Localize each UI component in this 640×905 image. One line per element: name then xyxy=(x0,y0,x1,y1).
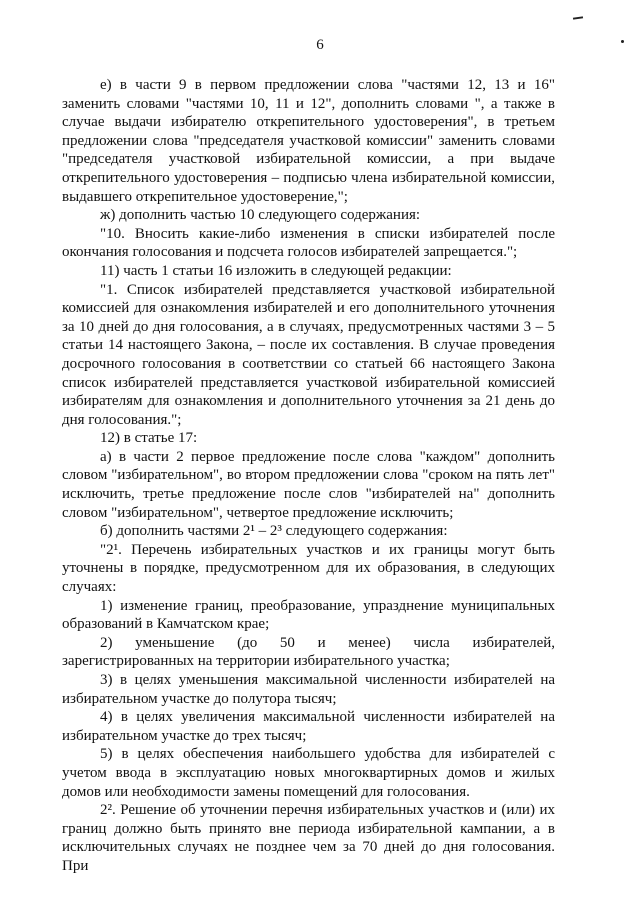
list-item-2: 2) уменьшение (до 50 и менее) числа избирателей, зарегистрированных на территории избирательного участка; xyxy=(62,634,555,670)
paragraph-part-2-2: 2². Решение об уточнении перечня избирательных участков и (или) их границ должно быть принято вне периода избирательной кампании, а в исключительных случаях не позднее чем за 70 дней до дня голосования. При xyxy=(62,802,555,874)
paragraph-a: а) в части 2 первое предложение после слова "каждом" дополнить словом "избирательном", во втором предложении слова "сроком на пять лет" исключить, третье предложение после слов "избирателей на" дополнить словом "избирательном", четвертое предложение исключить; xyxy=(62,448,555,521)
paragraph-zh: ж) дополнить частью 10 следующего содержания: xyxy=(100,207,421,224)
scan-mark xyxy=(573,16,583,19)
list-item-5: 5) в целях обеспечения наибольшего удобства для избирателей с учетом ввода в эксплуатацию новых многоквартирных домов и жилых домов или необходимости замены помещений для голосования. xyxy=(62,746,555,800)
paragraph-item-11: 11) часть 1 статьи 16 изложить в следующей редакции: xyxy=(100,262,452,279)
list-item-1: 1) изменение границ, преобразование, упразднение муниципальных образований в Камчатском крае; xyxy=(62,597,555,633)
paragraph-item-12: 12) в статье 17: xyxy=(100,430,198,447)
paragraph-part-1: "1. Список избирателей представляется участковой избирательной комиссией для ознакомления избирателей и его дополнительного уточнения за 10 дней до дня голосования, а в случаях, предусмотренных частями 3 – 5 статьи 14 настоящего Закона, – после их составления. В случае проведения досрочного голосования в соответствии со статьей 66 настоящего Закона список избирателей представляется участковой избирательной комиссией избирателям для ознакомления и дополнительного уточнения за 21 день до дня голосования."; xyxy=(62,281,555,428)
paragraph-part-2-1: "2¹. Перечень избирательных участков и их границы могут быть уточнены в порядке, предусмотренном для их образования, в следующих случаях: xyxy=(62,541,555,596)
paragraph-part-10: "10. Вносить какие-либо изменения в списки избирателей после окончания голосования и подсчета голосов избирателей запрещается."; xyxy=(62,225,555,261)
paragraph-b: б) дополнить частями 2¹ – 2³ следующего содержания: xyxy=(100,523,448,540)
list-item-3: 3) в целях уменьшения максимальной численности избирателей на избирательном участке до полутора тысяч; xyxy=(62,672,555,707)
document-body xyxy=(62,76,555,876)
list-item-4: 4) в целях увеличения максимальной численности избирателей на избирательном участке до трех тысяч; xyxy=(62,709,555,744)
page-number: 6 xyxy=(316,37,324,53)
paragraph-e: е) в части 9 в первом предложении слова "частями 12, 13 и 16" заменить словами "частями 10, 11 и 12", дополнить словами ", а также в случае выдачи избирателю открепительного удостоверения", в третьем предложении слова "председателя участковой комиссии" заменить словами "председателя участковой избирательной комиссии, а при выдаче открепительного удостоверения – подписью члена избирательной комиссии, выдавшего открепительное удостоверение,"; xyxy=(62,77,555,205)
